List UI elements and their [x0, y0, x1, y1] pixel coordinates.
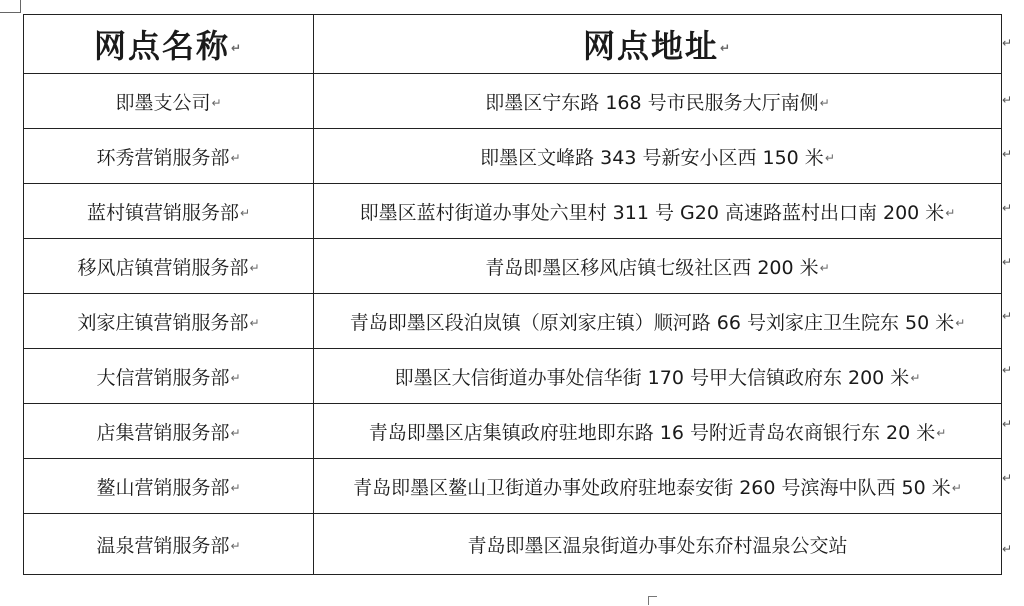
branch-name-cell	[24, 459, 314, 514]
header-branch-address-text: 网点地址	[582, 27, 719, 65]
cell-end-mark: ↵	[824, 151, 835, 165]
cell-end-mark: ↵	[945, 206, 956, 220]
row-end-mark: ↵	[1001, 255, 1012, 269]
row-end-mark: ↵	[1001, 417, 1012, 431]
table-row	[24, 74, 1002, 129]
branch-table	[23, 14, 1002, 575]
branch-address-cell	[314, 404, 1002, 459]
row-end-mark: ↵	[1001, 309, 1012, 323]
branch-address: 即墨区宁东路 168 号市民服务大厅南侧	[485, 91, 819, 114]
cell-end-mark: ↵	[249, 316, 260, 330]
branch-address-cell	[314, 184, 1002, 239]
branch-name: 蓝村镇营销服务部	[86, 201, 239, 224]
row-end-mark: ↵	[1001, 147, 1012, 161]
branch-name: 鳌山营销服务部	[96, 476, 230, 499]
cell-end-mark: ↵	[719, 41, 733, 55]
branch-address: 即墨区文峰路 343 号新安小区西 150 米	[480, 146, 824, 169]
row-end-mark: ↵	[1001, 93, 1012, 107]
row-end-mark: ↵	[1001, 201, 1012, 215]
cell-end-mark: ↵	[230, 151, 241, 165]
cell-end-mark: ↵	[955, 316, 966, 330]
branch-name-cell	[24, 294, 314, 349]
table-row	[24, 239, 1002, 294]
branch-address-cell	[314, 294, 1002, 349]
branch-address: 青岛即墨区段泊岚镇（原刘家庄镇）顺河路 66 号刘家庄卫生院东 50 米	[349, 311, 955, 334]
table-row	[24, 514, 1002, 575]
branch-address: 即墨区蓝村街道办事处六里村 311 号 G20 高速路蓝村出口南 200 米	[359, 201, 945, 224]
header-branch-name	[24, 15, 314, 74]
branch-name: 店集营销服务部	[96, 421, 230, 444]
cell-end-mark: ↵	[230, 426, 241, 440]
header-branch-name-text: 网点名称	[93, 27, 230, 65]
branch-address: 即墨区大信街道办事处信华街 170 号甲大信镇政府东 200 米	[394, 366, 910, 389]
branch-address: 青岛即墨区鳌山卫街道办事处政府驻地泰安街 260 号滨海中队西 50 米	[353, 476, 951, 499]
branch-address-cell	[314, 514, 1002, 575]
header-row	[24, 15, 1002, 74]
page-bottom-mark	[648, 596, 657, 605]
cell-end-mark: ↵	[230, 371, 241, 385]
branch-address-cell	[314, 74, 1002, 129]
branch-name-cell	[24, 74, 314, 129]
page-corner-mark	[0, 0, 21, 13]
cell-end-mark: ↵	[951, 481, 962, 495]
row-end-mark: ↵	[1001, 36, 1012, 50]
branch-address-cell	[314, 459, 1002, 514]
cell-end-mark: ↵	[239, 206, 251, 220]
cell-end-mark: ↵	[819, 261, 830, 275]
table-row	[24, 459, 1002, 514]
cell-end-mark: ↵	[230, 481, 241, 495]
branch-name: 大信营销服务部	[96, 366, 230, 389]
branch-address: 青岛即墨区温泉街道办事处东夼村温泉公交站	[467, 534, 848, 557]
table-row	[24, 294, 1002, 349]
row-end-mark: ↵	[1001, 542, 1012, 556]
branch-name: 环秀营销服务部	[96, 146, 230, 169]
cell-end-mark: ↵	[211, 96, 222, 110]
branch-name-cell	[24, 514, 314, 575]
header-branch-address	[314, 15, 1002, 74]
branch-address: 青岛即墨区店集镇政府驻地即东路 16 号附近青岛农商银行东 20 米	[368, 421, 936, 444]
cell-end-mark: ↵	[230, 539, 241, 553]
branch-name: 温泉营销服务部	[96, 534, 230, 557]
cell-end-mark: ↵	[230, 41, 244, 55]
branch-address-cell	[314, 129, 1002, 184]
branch-address-cell	[314, 349, 1002, 404]
branch-name-cell	[24, 404, 314, 459]
branch-name-cell	[24, 184, 314, 239]
branch-address-cell	[314, 239, 1002, 294]
cell-end-mark: ↵	[249, 261, 260, 275]
branch-address: 青岛即墨区移风店镇七级社区西 200 米	[485, 256, 819, 279]
row-end-mark: ↵	[1001, 471, 1012, 485]
cell-end-mark: ↵	[819, 96, 830, 110]
cell-end-mark: ↵	[910, 371, 921, 385]
branch-name: 即墨支公司	[115, 91, 211, 114]
cell-end-mark: ↵	[936, 426, 947, 440]
row-end-mark: ↵	[1001, 363, 1012, 377]
branch-name-cell	[24, 239, 314, 294]
branch-name-cell	[24, 349, 314, 404]
branch-name: 移风店镇营销服务部	[77, 256, 249, 279]
table-row	[24, 349, 1002, 404]
branch-name-cell	[24, 129, 314, 184]
branch-name: 刘家庄镇营销服务部	[77, 311, 249, 334]
table-row	[24, 404, 1002, 459]
table-row	[24, 129, 1002, 184]
table-row	[24, 184, 1002, 239]
